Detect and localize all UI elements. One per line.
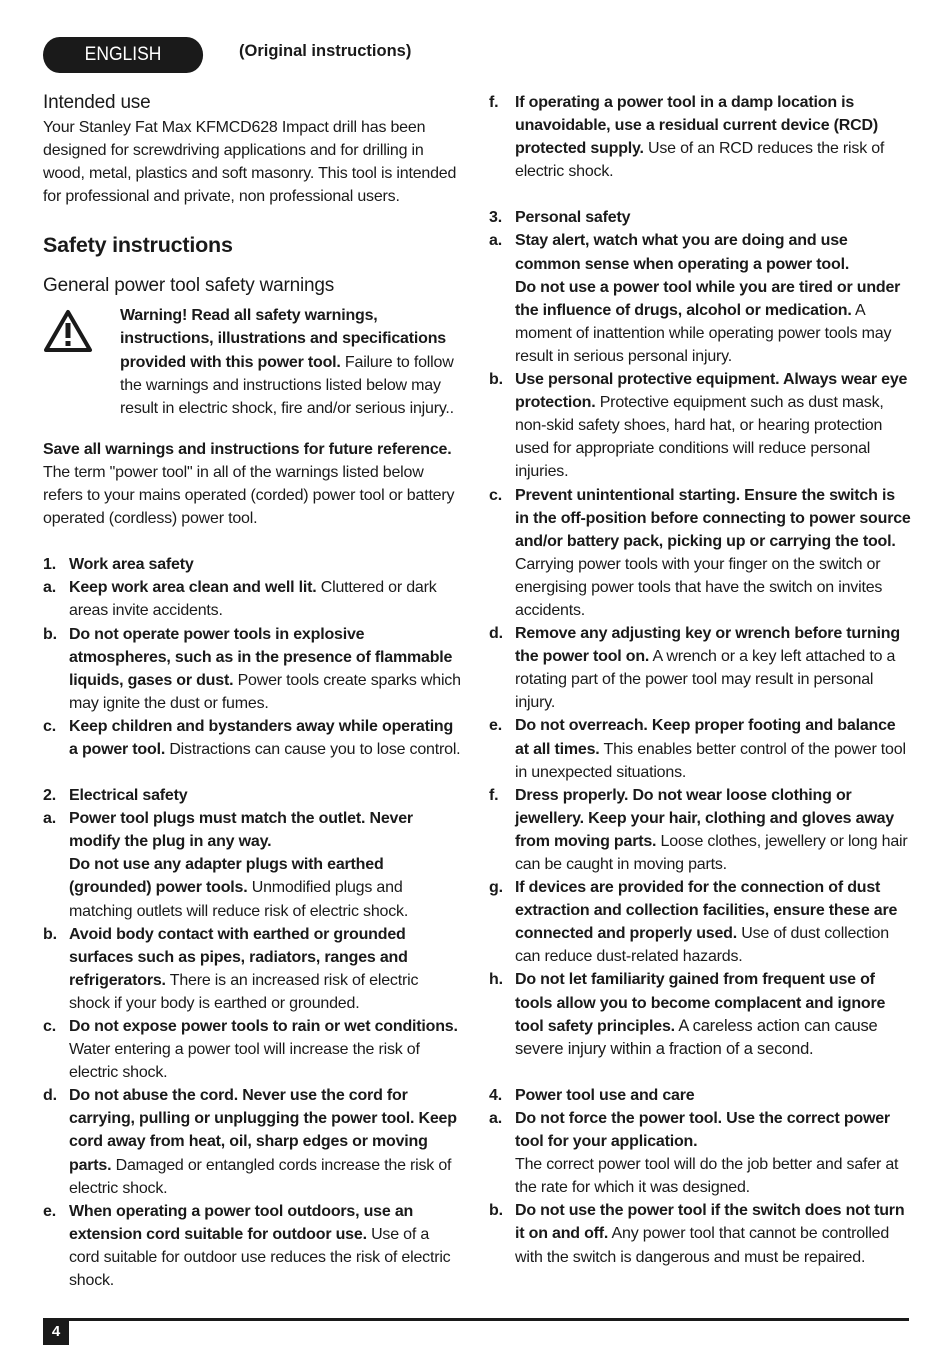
save-warnings-bold: Save all warnings and instructions for future reference. [43,440,452,458]
intended-use-text: Your Stanley Fat Max KFMCD628 Impact drill has been designed for screwdriving applications and for drilling in wood, metal, plastics and soft masonry. This tool is intended for professional and private, non professional users. [43,119,457,206]
list-item: a. Do not force the power tool. Use the correct power tool for your application. The correct power tool will do the job better and safer at the rate for which it was designed. [489,1109,899,1197]
section-4-heading: 4. Power tool use and care [489,1086,695,1104]
list-item: b. Do not use the power tool if the switch does not turn it on and off. Any power tool that cannot be controlled with the switch is dangerous and must be repaired. [489,1202,905,1266]
list-item: a. Keep work area clean and well lit. Cluttered or dark areas invite accidents. [43,579,437,620]
left-column [43,91,463,1292]
list-item: d. Do not abuse the cord. Never use the cord for carrying, pulling or unplugging the power tool. Keep cord away from heat, oil, sharp edges or moving parts. Damaged or entangled cords increase the risk of electric shock. [43,1087,457,1197]
footer-rule [69,1318,909,1321]
safety-instructions-heading: Safety instructions [43,233,233,258]
general-warnings-heading: General power tool safety warnings [43,275,335,297]
warning-text: Failure to follow the warnings and instructions listed below may result in electric shock, fire and/or serious injury.. [120,353,454,417]
list-item: a. Power tool plugs must match the outlet. Never modify the plug in any way. Do not use any adapter plugs with earthed (grounded) power tools. Unmodified plugs and matching outlets will reduce risk of electric shock. [43,810,413,920]
language-badge: ENGLISH [43,37,203,73]
page-number: 4 [43,1318,69,1345]
warning-block [43,304,463,419]
original-instructions-label: (Original instructions) [239,42,412,60]
list-item: c. Prevent unintentional starting. Ensure the switch is in the off-position before connecting to power source and/or battery pack, picking up or carrying the tool. Carrying power tools with your finger on the switch or energising power tools that have the switch on invites accidents. [489,486,911,619]
list-item: e. When operating a power tool outdoors, use an extension cord suitable for outdoor use. Use of a cord suitable for outdoor use reduces the risk of electric shock. [43,1202,451,1290]
warning-triangle-icon [43,304,120,419]
section-3-heading: 3. Personal safety [489,209,631,227]
list-item: g. If devices are provided for the connection of dust extraction and collection facilities, ensure these are connected and properly used. Use of dust collection can reduce dust-related hazards. [489,879,898,966]
list-item: b. Do not operate power tools in explosive atmospheres, such as in the presence of flammable liquids, gases or dust. Power tools create sparks which may ignite the dust or fumes. [43,625,461,712]
list-item: f. If operating a power tool in a damp location is unavoidable, use a residual current device (RCD) protected supply. Use of an RCD reduces the risk of electric shock. [489,94,885,181]
list-item: f. Dress properly. Do not wear loose clothing or jewellery. Keep your hair, clothing and gloves away from moving parts. Loose clothes, jewellery or long hair can be caught in moving parts. [489,786,908,873]
intended-use-heading: Intended use [43,92,151,113]
list-item: d. Remove any adjusting key or wrench before turning the power tool on. A wrench or a key left attached to a rotating part of the power tool may result in personal injury. [489,625,900,712]
right-column [489,91,911,1269]
warning-bold-text: Warning! Read all safety warnings, instructions, illustrations and specifications provided with this power tool. [120,307,446,371]
list-item: b. Use personal protective equipment. Always wear eye protection. Protective equipment such as dust mask, non-skid safety shoes, hard hat, or hearing protection used for appropriate conditions will reduce personal injuries. [489,371,908,481]
section-2-heading: 2. Electrical safety [43,787,188,805]
list-item: c. Keep children and bystanders away while operating a power tool. Distractions can cause you to lose control. [43,717,461,758]
list-item: e. Do not overreach. Keep proper footing and balance at all times. This enables better control of the power tool in unexpected situations. [489,717,906,781]
list-item: h. Do not let familiarity gained from frequent use of tools allow you to become complacent and ignore tool safety principles. A careless action can cause severe injury within a fraction of a second. [489,971,886,1058]
power-tool-term-text: The term "power tool" in all of the warnings listed below refers to your mains operated (corded) power tool or battery operated (cordless) power tool. [43,463,455,528]
section-1-heading: 1. Work area safety [43,556,194,574]
list-item: c. Do not expose power tools to rain or wet conditions. Water entering a power tool will increase the risk of electric shock. [43,1018,458,1082]
list-item: a. Stay alert, watch what you are doing and use common sense when operating a power tool. Do not use a power tool while you are tired or under the influence of drugs, alcohol or medication. A moment of inattention while operating power tools may result in serious personal injury. [489,232,901,365]
list-item: b. Avoid body contact with earthed or grounded surfaces such as pipes, radiators, ranges and refrigerators. There is an increased risk of electric shock if your body is earthed or grounded. [43,925,419,1012]
